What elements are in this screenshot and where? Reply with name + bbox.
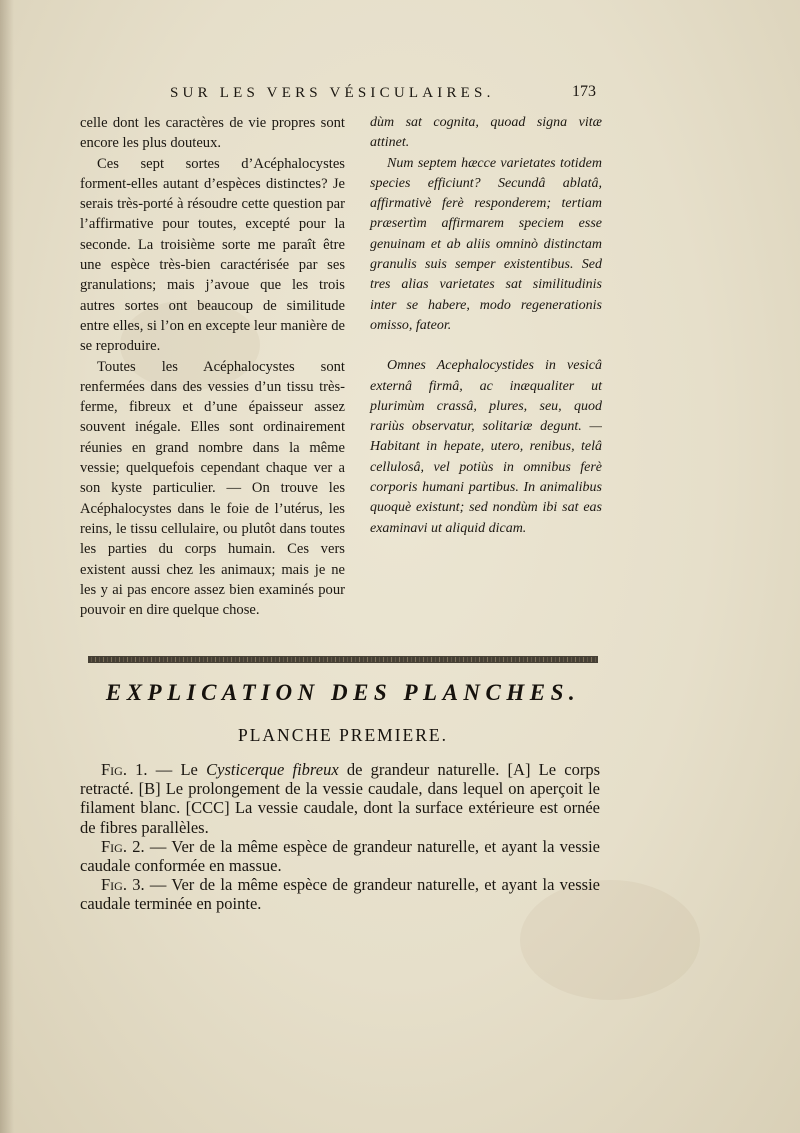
- page-number: 173: [572, 83, 596, 100]
- figure-caption: [80, 875, 600, 913]
- paragraph: celle dont les caractères de vie propres sont encore les plus douteux.: [80, 115, 345, 152]
- paragraph: Ces sept sortes d’Acéphalocystes forment-elles autant d’espèces distinctes? Je serais très-porté à résoudre cette question par l’affirmative pour toutes, excepté pour la seconde. La troisième sorte me paraît être une espèce très-bien caractérisée par ses granulations; mais j’avoue que les trois autres sortes ont beaucoup de similitude entre elles, si l’on en excepte leur manière de se reproduire.: [80, 155, 345, 355]
- figure-label: Fig. 2.: [101, 836, 145, 856]
- french-column: [80, 113, 345, 620]
- figure-text: — Ver de la même espèce de grandeur naturelle, et ayant la vessie caudale terminée en pointe.: [80, 875, 600, 914]
- section-divider-rule: [88, 656, 598, 663]
- paragraph: dùm sat cognita, quoad signa vitæ attinet.: [370, 115, 602, 151]
- species-name: Cysticerque fibreux: [206, 760, 339, 779]
- latin-column: [370, 113, 602, 539]
- paragraph: Toutes les Acéphalocystes sont renfermées dans des vessies d’un tissu très-ferme, fibreux et d’une épaisseur assez souvent inégale. Elles sont ordinairement réunies en grand nombre dans la même vessie; quelquefois cependant chaque ver a son kyste particulier. — On trouve les Acéphalocystes dans le foie de l’utérus, les reins, le tissu cellulaire, ou plutôt dans toutes les parties du corps humain. Ces vers existent aussi chez les animaux; mais je ne les y ai pas encore assez bien examinés pour pouvoir en dire quelque chose.: [80, 358, 345, 619]
- figure-caption: [80, 760, 600, 837]
- figure-caption: [80, 837, 600, 875]
- plate-explanations: [80, 760, 600, 914]
- figure-label: Fig. 1.: [101, 760, 148, 779]
- plate-title: PLANCHE PREMIERE.: [238, 725, 448, 745]
- figure-label: Fig. 3.: [101, 875, 145, 895]
- figure-separator: — Le: [147, 760, 207, 779]
- binding-shadow: [0, 0, 14, 1133]
- figure-text: — Ver de la même espèce de grandeur naturelle, et ayant la vessie caudale conformée en massue.: [80, 836, 600, 876]
- figure-text: de grandeur naturelle. [A] Le corps retracté. [B] Le prolongement de la vessie caudale, dans lequel on aperçoit le filament blanc. [CCC] La vessie caudale, dont la surface extérieure est ornée de fibres parallèles.: [80, 760, 601, 837]
- section-title: EXPLICATION DES PLANCHES.: [105, 680, 581, 705]
- paragraph: Omnes Acephalocystides in vesicâ externâ firmâ, ac inæqualiter ut plurimùm crassâ, plures, seu, quod rariùs observatur, solitariæ degunt. — Habitant in hepate, utero, renibus, telâ cellulosâ, vel potiùs in omnibus ferè corporis humani partibus. In animalibus quoquè existunt; sed nondùm ibi sat eas examinavi ut aliquid dicam.: [370, 358, 602, 536]
- running-head: SUR LES VERS VÉSICULAIRES.: [170, 85, 495, 101]
- paragraph: Num septem hæcce varietates totidem species efficiunt? Secundâ ablatâ, affirmativè ferè responderem; tertiam præsertìm affirmarem speciem esse genuinam et ab aliis omninò distinctam granulis suis semper existentibus. Sed tres alias varietates sat similitudinis inter se habere, modo regenerationis omisso, fateor.: [370, 155, 602, 333]
